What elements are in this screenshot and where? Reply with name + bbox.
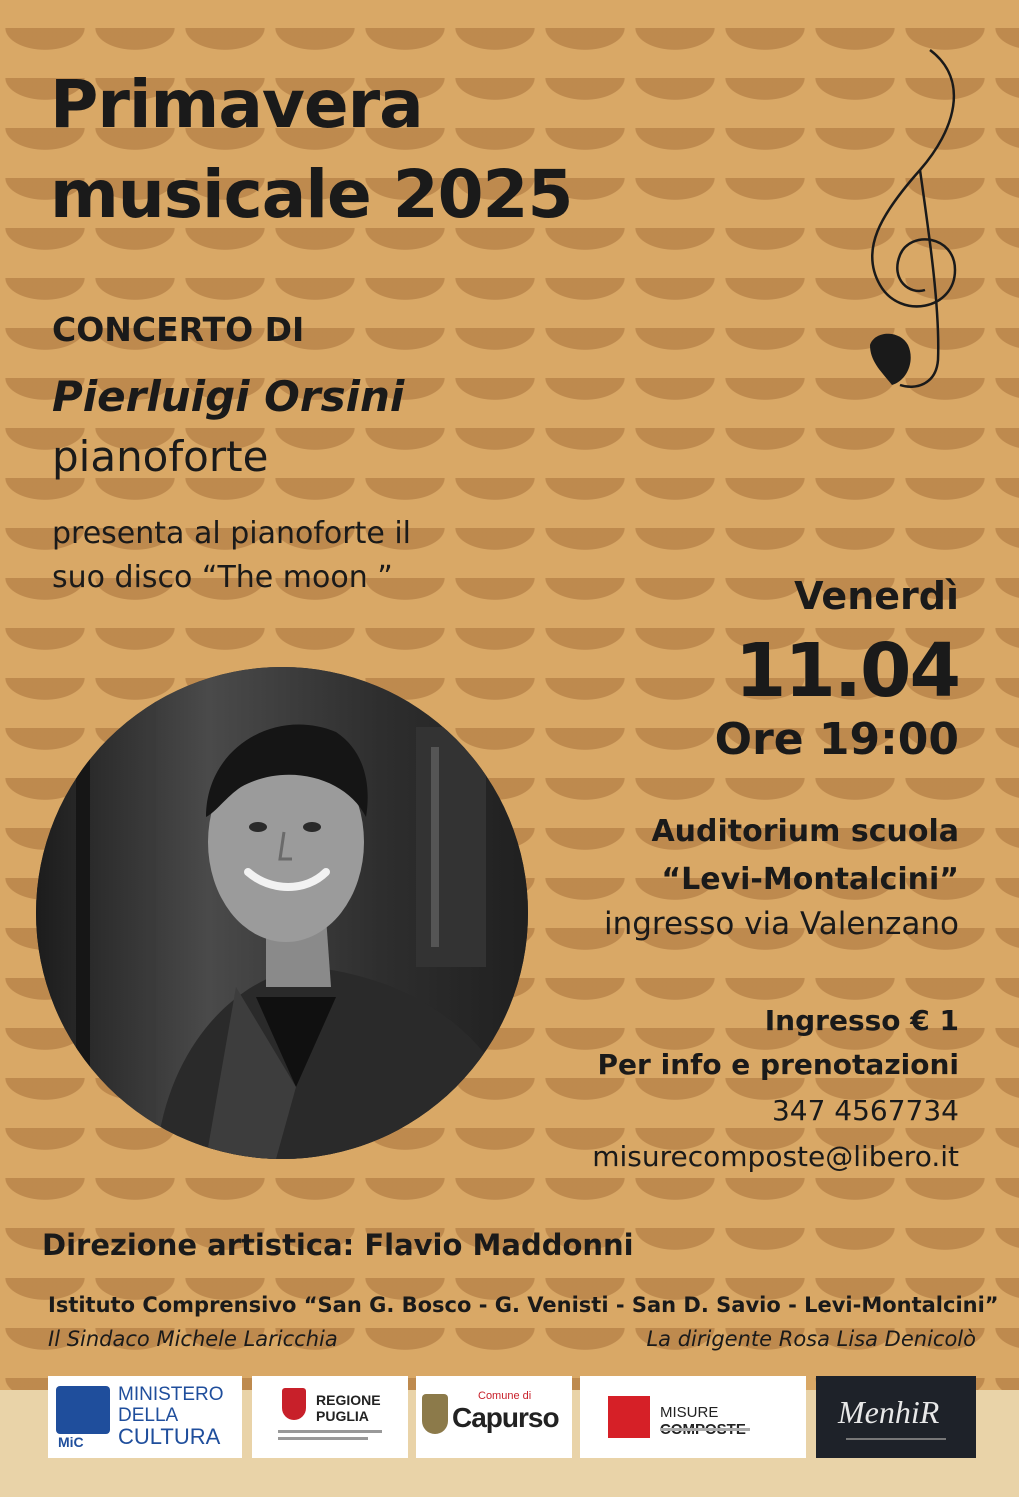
- venue-line-1: Auditorium scuola: [651, 814, 959, 849]
- capurso-name: Capurso: [452, 1402, 559, 1433]
- ministero-line-2: DELLA: [118, 1405, 179, 1426]
- ministero-emblem-icon: [56, 1386, 110, 1434]
- puglia-fine-print-2: [278, 1437, 368, 1440]
- artistic-direction: Direzione artistica: Flavio Maddonni: [42, 1228, 634, 1262]
- menhir-name: MenhiR: [838, 1394, 940, 1430]
- principal-credit: La dirigente Rosa Lisa Denicolò: [646, 1327, 976, 1351]
- contact-email[interactable]: misurecomposte@libero.it: [592, 1140, 959, 1173]
- puglia-line-1: REGIONE: [316, 1392, 381, 1408]
- event-time: Ore 19:00: [714, 714, 959, 765]
- performer-photo: [36, 667, 528, 1159]
- puglia-text: [316, 1392, 381, 1424]
- misure-text: [660, 1404, 806, 1438]
- title-line-2: musicale 2025: [50, 156, 573, 233]
- description-line-1: presenta al pianoforte il: [52, 516, 412, 551]
- logo-ministero-cultura: [48, 1376, 242, 1458]
- event-date: 11.04: [734, 628, 959, 714]
- misure-note-icon: [608, 1396, 650, 1438]
- logo-regione-puglia: [252, 1376, 408, 1458]
- performer-photo-illustration: [36, 667, 528, 1159]
- institute-name: Istituto Comprensivo “San G. Bosco - G. Venisti - San D. Savio - Levi-Montalcini”: [48, 1293, 999, 1317]
- misure-word-1: MISURE: [660, 1404, 719, 1421]
- event-day: Venerdì: [794, 574, 959, 618]
- logo-comune-capurso: [416, 1376, 572, 1458]
- logo-misure-composte: [580, 1376, 806, 1458]
- event-address: ingresso via Valenzano: [603, 906, 959, 942]
- treble-clef-icon: [830, 40, 980, 400]
- description-line-2: suo disco “The moon ”: [52, 560, 393, 595]
- menhir-url: [846, 1438, 946, 1440]
- puglia-fine-print: [278, 1430, 382, 1433]
- info-label: Per info e prenotazioni: [597, 1048, 959, 1081]
- misure-subtitle: [660, 1428, 750, 1431]
- poster-title: [50, 60, 810, 240]
- logo-menhir: [816, 1376, 976, 1458]
- description: [52, 512, 512, 600]
- contact-phone[interactable]: 347 4567734: [771, 1094, 959, 1127]
- venue-line-2: “Levi-Montalcini”: [661, 862, 959, 897]
- puglia-line-2: PUGLIA: [316, 1408, 369, 1424]
- ministero-text: [118, 1384, 224, 1447]
- capurso-prefix: Comune di: [478, 1390, 532, 1402]
- event-venue: [651, 808, 959, 904]
- instrument: pianoforte: [52, 432, 269, 481]
- mayor-credit: Il Sindaco Michele Laricchia: [48, 1327, 338, 1351]
- ministero-line-3: CULTURA: [118, 1424, 221, 1449]
- capurso-crest-icon: [422, 1394, 448, 1434]
- puglia-crest-icon: [282, 1388, 306, 1420]
- entry-fee: Ingresso € 1: [764, 1004, 959, 1037]
- concerto-label: CONCERTO DI: [52, 310, 305, 349]
- ministero-line-1: MINISTERO: [118, 1384, 224, 1405]
- ministero-mark: MiC: [58, 1434, 84, 1450]
- performer-name: Pierluigi Orsini: [52, 372, 405, 421]
- title-line-1: Primavera: [50, 66, 423, 143]
